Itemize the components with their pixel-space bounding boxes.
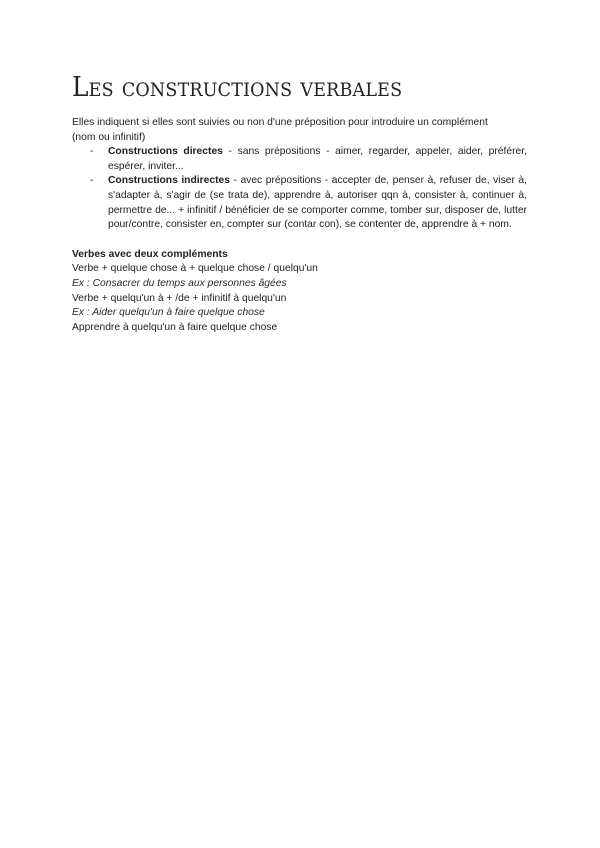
direct-constructions-text: - sans prépositions - aimer, regarder, appeler, aider, préférer, espérer, inviter... bbox=[108, 146, 527, 172]
list-item-direct-constructions bbox=[72, 145, 527, 174]
list-dash-marker: - bbox=[90, 146, 94, 158]
direct-constructions-label: Constructions directes bbox=[108, 146, 223, 158]
pattern-line: Verbe + quelqu'un à + /de + infinitif à quelqu'un bbox=[72, 292, 287, 304]
intro-line-2: (nom ou infinitif) bbox=[72, 131, 146, 143]
intro-line-1: Elles indiquent si elles sont suivies ou non d'une préposition pour introduire un complément bbox=[72, 117, 488, 128]
section-heading: Verbes avec deux compléments bbox=[72, 248, 228, 260]
list-dash-marker: - bbox=[90, 175, 94, 187]
constructions-list bbox=[72, 145, 527, 233]
indirect-constructions-label: Constructions indirectes bbox=[108, 175, 230, 187]
pattern-line: Verbe + quelque chose à + quelque chose / quelqu'un bbox=[72, 263, 318, 275]
page-title: Les constructions verbales bbox=[72, 72, 403, 103]
example-line: Ex : Aider quelqu'un à faire quelque chose bbox=[72, 307, 265, 319]
document-body bbox=[72, 116, 527, 335]
double-complements-section bbox=[72, 248, 527, 336]
indirect-constructions-text: - avec prépositions - accepter de, penser à, refuser de, viser à, s'adapter à, s'agir de (se trata de), apprendre à, autoriser qqn à, consister à, continuer à, permettre de... + infinitif / bénéficier de se comporter comme, tomber sur, disposer de, lutter pour/contre, consister en, compter sur (contar con), se contenter de, apprendre à + nom. bbox=[108, 175, 528, 231]
list-item-indirect-constructions bbox=[72, 174, 527, 232]
intro-paragraph bbox=[72, 116, 527, 145]
pattern-line: Apprendre à quelqu'un à faire quelque chose bbox=[72, 321, 278, 333]
example-line: Ex : Consacrer du temps aux personnes âgées bbox=[72, 277, 287, 289]
